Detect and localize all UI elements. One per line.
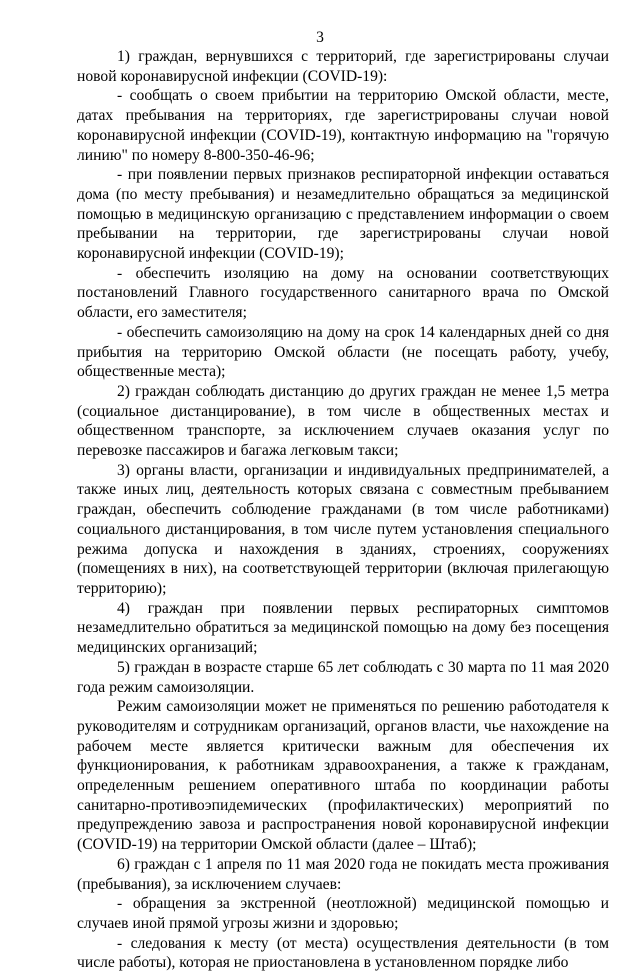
paragraph-self-isolation-exemptions: Режим самоизоляции может не применяться по решению работодателя к руководителям и сотрудникам организаций, органов власти, чье нахождение на рабочем месте является критически важным для обеспечения их функционирования, к работникам здравоохранения, а также к гражданам, определенным решением оперативного штаба по координации работы санитарно-противоэпидемических (профилактических) мероприятий по предупреждению завоза и распространения новой коронавирусной инфекции (COVID-19) на территории Омской области (далее – Штаб); (77, 698, 609, 854)
paragraph-self-isolation-14-days: - обеспечить самоизоляцию на дому на срок 14 календарных дней со дня прибытия на территорию Омской области (не посещать работу, учебу, общественные места); (77, 323, 609, 381)
paragraph-3-organizations: 3) органы власти, организации и индивидуальных предпринимателей, а также иных лиц, деятельность которых связана с совместным пребыванием граждан, обеспечить соблюдение гражданами (в том числе работниками) социального дистанцирования, в том числе путем установления специального режима допуска и нахождения в зданиях, строениях, сооружениях (помещениях в них), на соответствующей территории (включая прилегающую территорию); (77, 461, 609, 597)
paragraph-home-isolation: - обеспечить изоляцию на дому на основании соответствующих постановлений Главного государственного санитарного врача по Омской области, его заместителя; (77, 264, 609, 322)
paragraph-stay-home-symptoms: - при появлении первых признаков респираторной инфекции оставаться дома (по месту пребывания) и незамедлительно обращаться за медицинской помощью в медицинскую организацию с представлением информации о своем пребывании на территории, где зарегистрированы случаи новой коронавирусной инфекции (COVID-19); (77, 166, 609, 263)
paragraph-5-over-65: 5) граждан в возрасте старше 65 лет соблюдать с 30 марта по 11 мая 2020 года режим самоизоляции. (77, 658, 609, 696)
paragraph-commute-to-work: - следования к месту (от места) осуществления деятельности (в том числе работы), которая не приостановлена в установленном порядке либо (77, 934, 609, 972)
paragraph-2-social-distancing: 2) граждан соблюдать дистанцию до других граждан не менее 1,5 метра (социальное дистанцирование), в том числе в общественных местах и общественном транспорте, за исключением случаев оказания услуг по перевозке пассажиров и багажа легковым такси; (77, 382, 609, 460)
page-number: 3 (316, 29, 324, 46)
paragraph-emergency-medical-help: - обращения за экстренной (неотложной) медицинской помощью и случаев иной прямой угрозы жизни и здоровью; (77, 895, 609, 932)
paragraph-6-stay-at-residence: 6) граждан с 1 апреля по 11 мая 2020 года не покидать места проживания (пребывания), за исключением случаев: (77, 855, 609, 893)
paragraph-4-respiratory-symptoms: 4) граждан при появлении первых респираторных симптомов незамедлительно обратиться за медицинской помощью на дому без посещения медицинских организаций; (77, 599, 609, 657)
paragraph-1-returning-citizens: 1) граждан, вернувшихся с территорий, где зарегистрированы случаи новой коронавирусной инфекции (COVID-19): (77, 48, 609, 85)
document-body (77, 47, 609, 973)
paragraph-report-arrival: - сообщать о своем прибытии на территорию Омской области, месте, датах пребывания на территориях, где зарегистрированы случаи новой коронавирусной инфекции (COVID-19), контактную информацию на "горячую линию" по номеру 8-800-350-46-96; (77, 87, 609, 164)
